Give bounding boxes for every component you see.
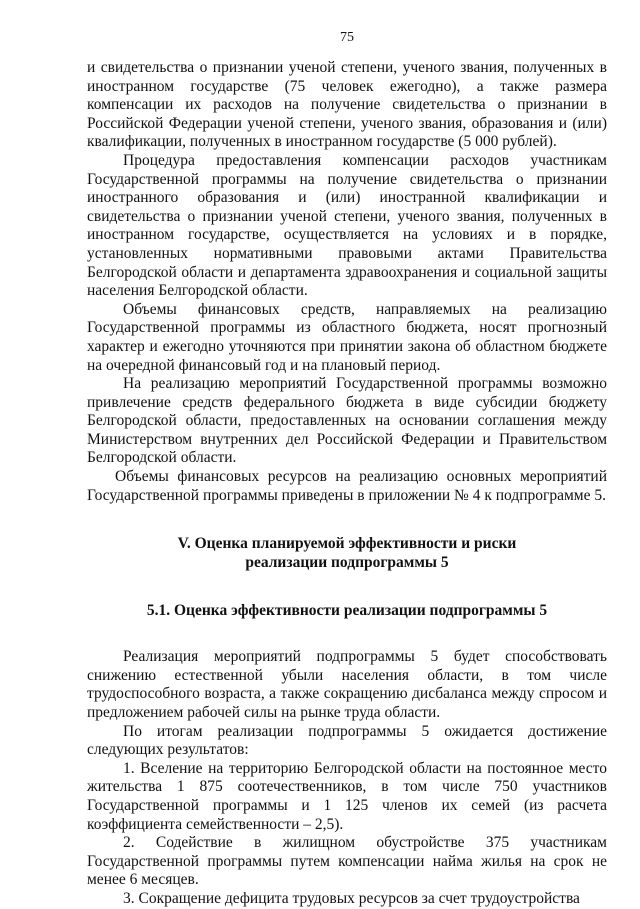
paragraph-implementation-effects: Реализация мероприятий подпрограммы 5 будет способствовать снижению естественной убыли населения области, в том числе трудоспособного возраста, а также сокращению дисбаланса между спросом и предложением рабочей силы на рынке труда области. bbox=[87, 648, 607, 722]
paragraph-financing-volumes: Объемы финансовых средств, направляемых на реализацию Государственной программы из областного бюджета, носят прогнозный характер и ежегодно уточняются при принятии закона об областном бюджете на очередной финансовый год и на плановый период. bbox=[87, 300, 607, 374]
result-item-1: 1. Вселение на территорию Белгородской области на постоянное место жительства 1 875 соотечественников, в том числе 750 участников Государственной программы и 1 125 членов их семей (из расчета коэффициента семейственности – 2,5). bbox=[87, 759, 607, 833]
section-title-line-2: реализации подпрограммы 5 bbox=[245, 554, 449, 572]
paragraph-compensation-procedure: Процедура предоставления компенсации расходов участникам Государственной программы на получение свидетельства о признании иностранного образования и (или) иностранной квалификации и свидетельства о признании ученой степени, ученого звания, полученных в иностранном государстве, осуществляется на условиях и в порядке, установленных нормативными правовыми актами Правительства Белгородской области и департамента здравоохранения и социальной защиты населения Белгородской области. bbox=[87, 151, 607, 300]
section-title bbox=[87, 534, 607, 572]
section-title-line-1: V. Оценка планируемой эффективности и риски bbox=[177, 535, 517, 553]
subsection-title: 5.1. Оценка эффективности реализации подпрограммы 5 bbox=[146, 602, 548, 620]
paragraph-expected-results: По итогам реализации подпрограммы 5 ожидается достижение следующих результатов: bbox=[87, 722, 607, 759]
paragraph-resources-appendix: Объемы финансовых ресурсов на реализацию основных мероприятий Государственной программы приведены в приложении № 4 к подпрограмме 5. bbox=[87, 468, 607, 504]
paragraph-compensation-amounts: и свидетельства о признании ученой степени, ученого звания, полученных в иностранном государстве (75 человек ежегодно), а также размера компенсации их расходов на получение свидетельства о признании в Российской Федерации ученой степени, ученого звания, образования и (или) квалификации, полученных в иностранном государстве (5 000 рублей). bbox=[87, 59, 607, 151]
document-page bbox=[87, 30, 607, 909]
paragraph-federal-subsidy: На реализацию мероприятий Государственной программы возможно привлечение средств федерального бюджета в виде субсидии бюджету Белгородской области, предоставленных на основании соглашения между Министерством внутренних дел Российской Федерации и Правительством Белгородской области. bbox=[87, 375, 607, 467]
result-item-3: 3. Сокращение дефицита трудовых ресурсов за счет трудоустройства bbox=[123, 889, 580, 907]
result-item-2: 2. Содействие в жилищном обустройстве 375 участникам Государственной программы путем компенсации найма жилья на срок не менее 6 месяцев. bbox=[87, 834, 607, 889]
page-number: 75 bbox=[340, 30, 354, 45]
